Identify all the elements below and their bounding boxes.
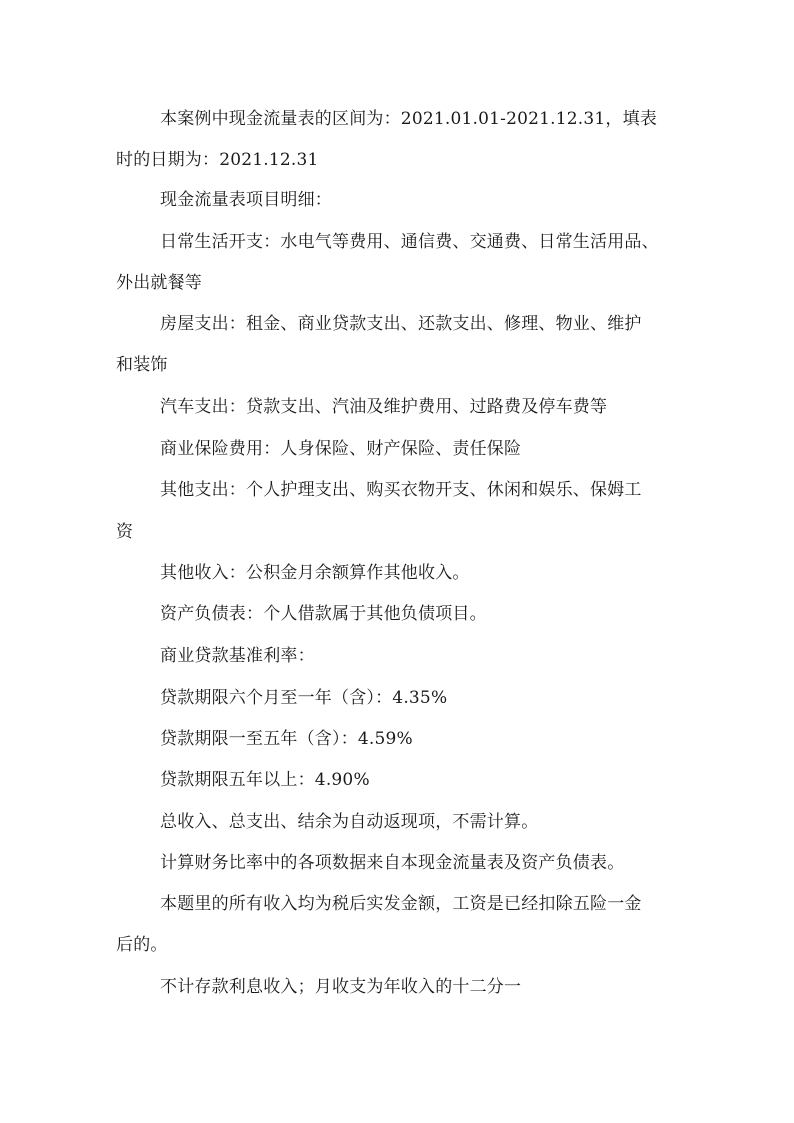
text-line-rate-heading: 商业贷款基准利率： <box>160 646 315 666</box>
text-line-other-expenses-cont: 资 <box>116 522 134 542</box>
text-line-period: 本案例中现金流量表的区间为：2021.01.01-2021.12.31，填表 <box>160 109 658 129</box>
text-line-rate-5y-plus: 贷款期限五年以上：4.90% <box>160 770 370 790</box>
text-line-housing: 房屋支出：租金、商业贷款支出、还款支出、修理、物业、维护 <box>160 314 642 334</box>
text-line-after-tax: 本题里的所有收入均为税后实发金额，工资是已经扣除五险一金 <box>160 894 642 914</box>
text-line-rate-1-5y: 贷款期限一至五年（含）：4.59% <box>160 729 413 749</box>
text-line-fill-date: 时的日期为：2021.12.31 <box>116 150 319 170</box>
text-line-detail-heading: 现金流量表项目明细： <box>160 190 332 210</box>
text-line-balance-sheet: 资产负债表：个人借款属于其他负债项目。 <box>160 604 487 624</box>
text-line-other-income: 其他收入：公积金月余额算作其他收入。 <box>160 563 470 583</box>
text-line-auto-fields: 总收入、总支出、结余为自动返现项，不需计算。 <box>160 812 539 832</box>
text-line-housing-cont: 和装饰 <box>116 355 168 375</box>
text-line-daily-expenses: 日常生活开支：水电气等费用、通信费、交通费、日常生活用品、 <box>160 232 659 252</box>
text-line-after-tax-cont: 后的。 <box>116 935 168 955</box>
text-line-other-expenses: 其他支出：个人护理支出、购买衣物开支、休闲和娱乐、保姆工 <box>160 480 642 500</box>
text-line-insurance: 商业保险费用：人身保险、财产保险、责任保险 <box>160 439 522 459</box>
text-line-ratio-source: 计算财务比率中的各项数据来自本现金流量表及资产负债表。 <box>160 853 625 873</box>
text-line-daily-expenses-cont: 外出就餐等 <box>116 273 202 293</box>
text-line-rate-6m-1y: 贷款期限六个月至一年（含）：4.35% <box>160 688 448 708</box>
text-line-car: 汽车支出：贷款支出、汽油及维护费用、过路费及停车费等 <box>160 397 608 417</box>
text-line-interest-note: 不计存款利息收入；月收支为年收入的十二分一 <box>160 977 522 997</box>
